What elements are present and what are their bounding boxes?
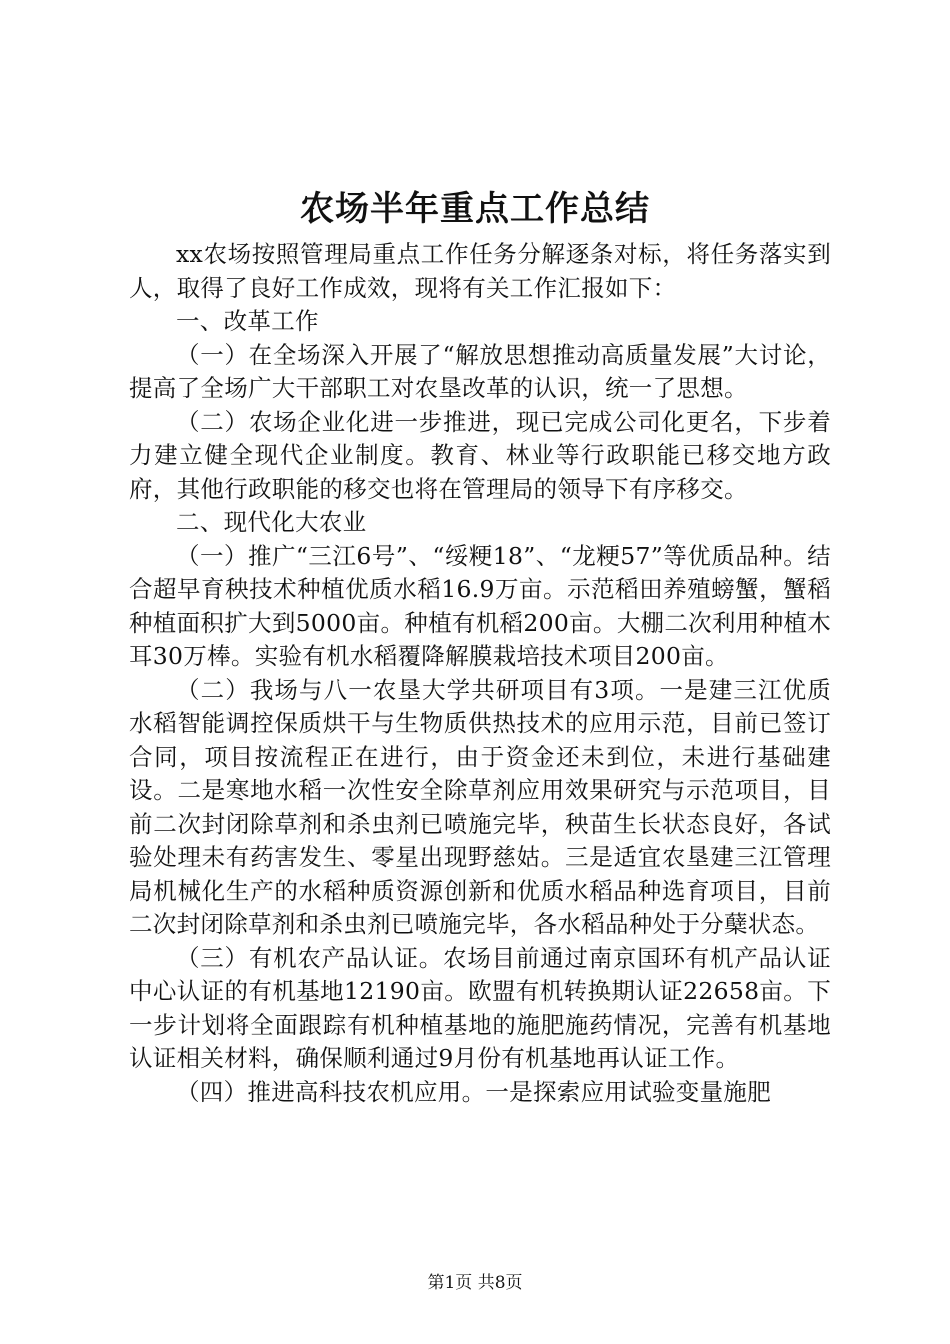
page-footer: 第1页 共8页: [427, 1273, 523, 1293]
document-title: 农场半年重点工作总结: [300, 189, 650, 229]
paragraph: （一）推广“三江6号”、“绥粳18”、“龙粳57”等优质品种。结合超早育秧技术种植优质水稻16.9万亩。示范稻田养殖螃蟹，蟹稻种植面积扩大到5000亩。种植有机稻200亩。大棚二次利用种植木耳30万棒。实验有机水稻覆降解膜栽培技术项目200亩。: [129, 541, 831, 670]
paragraph: （四）推进高科技农机应用。一是探索应用试验变量施肥: [176, 1077, 771, 1106]
section-heading-agriculture: 二、现代化大农业: [176, 508, 367, 536]
section-heading-reform: 一、改革工作: [176, 307, 319, 335]
paragraph-intro: xx农场按照管理局重点工作任务分解逐条对标，将任务落实到人，取得了良好工作成效，现将有关工作汇报如下：: [129, 240, 831, 302]
document-body: [129, 238, 831, 1109]
paragraph: （二）农场企业化进一步推进，现已完成公司化更名，下步着力建立健全现代企业制度。教育、林业等行政职能已移交地方政府，其他行政职能的移交也将在管理局的领导下有序移交。: [129, 407, 831, 503]
paragraph: （一）在全场深入开展了“解放思想推动高质量发展”大讨论，提高了全场广大干部职工对农垦改革的认识，统一了思想。: [129, 340, 831, 402]
paragraph: （三）有机农产品认证。农场目前通过南京国环有机产品认证中心认证的有机基地12190亩。欧盟有机转换期认证22658亩。下一步计划将全面跟踪有机种植基地的施肥施药情况，完善有机基地认证相关材料，确保顺利通过9月份有机基地再认证工作。: [129, 943, 831, 1072]
paragraph: （二）我场与八一农垦大学共研项目有3项。一是建三江优质水稻智能调控保质烘干与生物质供热技术的应用示范，目前已签订合同，项目按流程正在进行，由于资金还未到位，未进行基础建设。二是寒地水稻一次性安全除草剂应用效果研究与示范项目，目前二次封闭除草剂和杀虫剂已喷施完毕，秧苗生长状态良好，各试验处理未有药害发生、零星出现野慈姑。三是适宜农垦建三江管理局机械化生产的水稻种质资源创新和优质水稻品种选育项目，目前二次封闭除草剂和杀虫剂已喷施完毕，各水稻品种处于分蘖状态。: [129, 675, 831, 938]
